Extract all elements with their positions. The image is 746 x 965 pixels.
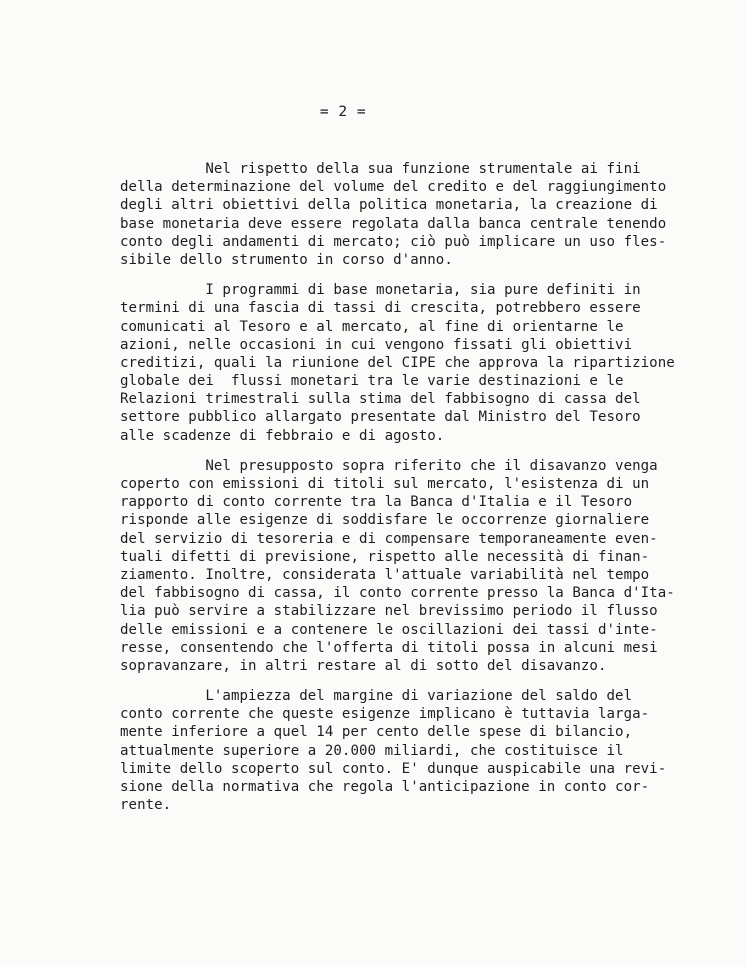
text-line: limite dello scoperto sul conto. E' dunque auspicabile una revi- <box>120 760 667 777</box>
text-line: azioni, nelle occasioni in cui vengono fissati gli obiettivi <box>120 336 633 353</box>
paragraph <box>120 160 700 269</box>
text-line: mente inferiore a quel 14 per cento delle spese di bilancio, <box>120 724 633 741</box>
text-line: conto degli andamenti di mercato; ciò può implicare un uso fles- <box>120 233 667 250</box>
text-line: Nel rispetto della sua funzione strumentale ai fini <box>120 161 641 177</box>
text-line: del fabbisogno di cassa, il conto corrente presso la Banca d'Ita- <box>120 585 675 602</box>
text-line: coperto con emissioni di titoli sul mercato, l'esistenza di un <box>120 476 650 492</box>
text-line: base monetaria deve essere regolata dalla banca centrale tenendo <box>120 215 667 232</box>
text-line: risponde alle esigenze di soddisfare le occorrenze giornaliere <box>120 512 650 529</box>
text-line: creditizi, quali la riunione del CIPE che approva la ripartizione <box>120 354 675 371</box>
text-line: settore pubblico allargato presentate dal Ministro del Tesoro <box>120 409 641 426</box>
text-line: tuali difetti di previsione, rispetto alle necessità di finan- <box>120 548 650 565</box>
text-line: Nel presupposto sopra riferito che il disavanzo venga <box>120 457 658 474</box>
text-line: lia può servire a stabilizzare nel brevissimo periodo il flusso <box>120 603 658 620</box>
text-line: L'ampiezza del margine di variazione del saldo del <box>120 688 633 705</box>
text-line: I programmi di base monetaria, sia pure definiti in <box>120 282 641 299</box>
body-text <box>120 160 700 826</box>
text-line: sione della normativa che regola l'anticipazione in conto cor- <box>120 779 650 795</box>
text-line: alle scadenze di febbraio e di agosto. <box>120 427 445 444</box>
text-line: conto corrente che queste esigenze implicano è tuttavia larga- <box>120 706 650 723</box>
text-line: ziamento. Inoltre, considerata l'attuale variabilità nel tempo <box>120 566 650 583</box>
text-line: degli altri obiettivi della politica monetaria, la creazione di <box>120 197 658 214</box>
page-number: = 2 = <box>319 104 367 120</box>
paragraph <box>120 457 700 675</box>
text-line: del servizio di tesoreria e di compensare temporaneamente even- <box>120 530 658 547</box>
text-line: attualmente superiore a 20.000 miliardi, che costituisce il <box>120 742 624 759</box>
text-line: rente. <box>120 797 172 814</box>
text-line: comunicati al Tesoro e al mercato, al fine di orientarne le <box>120 318 624 335</box>
text-line: delle emissioni e a contenere le oscillazioni dei tassi d'inte- <box>120 621 658 638</box>
text-line: sibile dello strumento in corso d'anno. <box>120 251 453 268</box>
text-line: globale dei flussi monetari tra le varie destinazioni e le <box>120 373 624 390</box>
text-line: della determinazione del volume del credito e del raggiungimento <box>120 179 667 196</box>
text-line: Relazioni trimestrali sulla stima del fabbisogno di cassa del <box>120 391 641 408</box>
text-line: termini di una fascia di tassi di crescita, potrebbero essere <box>120 300 641 317</box>
text-line: resse, consentendo che l'offerta di titoli possa in alcuni mesi <box>120 639 658 656</box>
text-line: sopravanzare, in altri restare al di sotto del disavanzo. <box>120 657 607 674</box>
paragraph <box>120 687 700 814</box>
text-line: rapporto di conto corrente tra la Banca d'Italia e il Tesoro <box>120 494 633 511</box>
paragraph <box>120 281 700 445</box>
